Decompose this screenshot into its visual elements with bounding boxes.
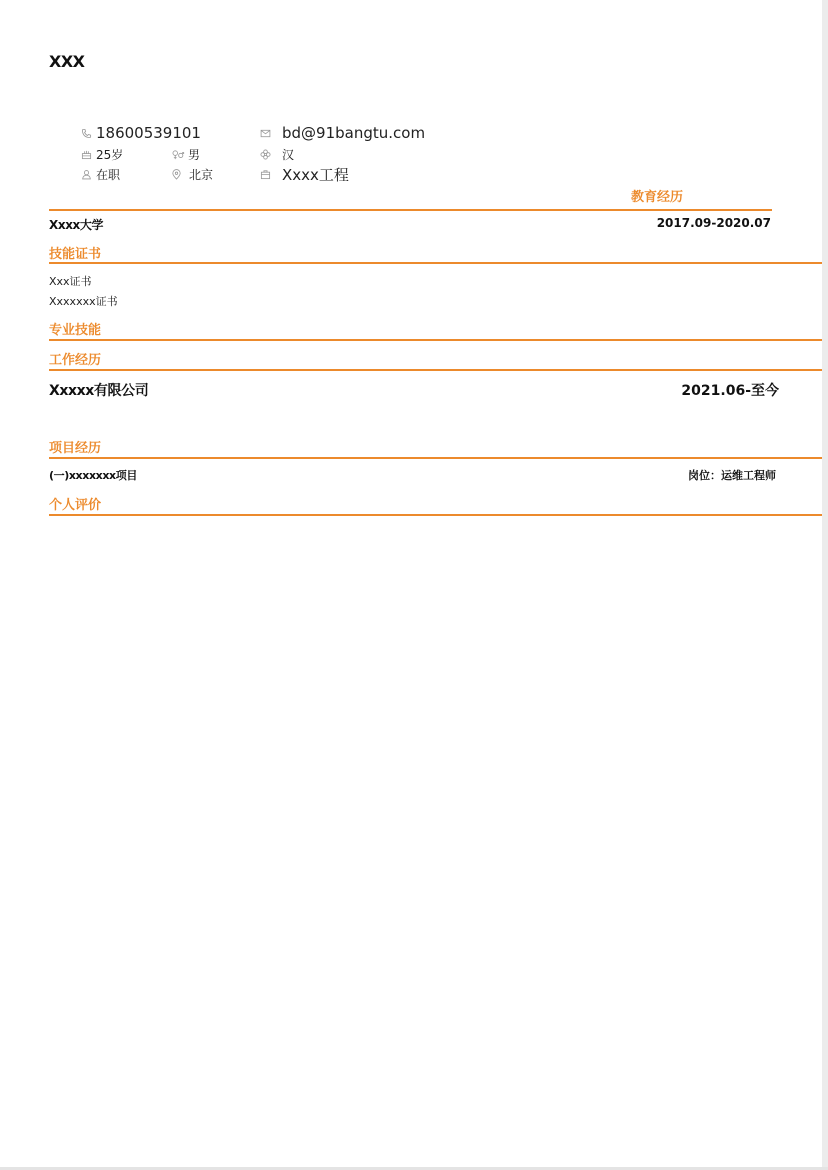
education-period: 2017.09-2020.07 — [656, 216, 771, 230]
email-info — [259, 124, 425, 142]
section-divider-work — [49, 369, 822, 371]
status-value: 在职 — [96, 168, 121, 182]
age-info — [80, 146, 123, 163]
section-title-evaluation: 个人评价 — [49, 498, 102, 513]
gender-value: 男 — [188, 148, 201, 162]
location-pin-icon — [170, 168, 183, 181]
cake-icon — [80, 148, 93, 161]
person-icon — [80, 168, 93, 181]
phone-info — [80, 124, 201, 142]
section-divider-certificates — [49, 262, 822, 264]
gender-info — [170, 146, 200, 163]
email-address: bd@91bangtu.com — [282, 124, 426, 142]
phone-number: 18600539101 — [96, 124, 201, 142]
section-title-work: 工作经历 — [49, 353, 102, 368]
project-name: (一)xxxxxxx项目 — [49, 469, 137, 482]
mail-icon — [259, 127, 272, 140]
section-title-certificates: 技能证书 — [49, 247, 102, 262]
city-value: 北京 — [189, 168, 214, 182]
section-divider-projects — [49, 457, 822, 459]
certificate-item: Xxxxxxx证书 — [49, 295, 118, 308]
page-edge-right — [822, 0, 828, 1170]
briefcase-icon — [259, 168, 272, 181]
ethnicity-info — [259, 146, 294, 163]
candidate-name: XXX — [49, 52, 85, 71]
project-role: 岗位：运维工程师 — [688, 469, 776, 482]
work-company: Xxxxx有限公司 — [49, 383, 149, 399]
education-school: Xxxx大学 — [49, 218, 104, 232]
section-title-projects: 项目经历 — [49, 441, 102, 456]
section-title-skills: 专业技能 — [49, 323, 102, 338]
status-info — [80, 166, 120, 183]
phone-icon — [80, 127, 93, 140]
section-title-education: 教育经历 — [631, 190, 684, 205]
flower-icon — [259, 148, 272, 161]
job-value: Xxxx工程 — [282, 166, 349, 184]
gender-icon — [170, 148, 185, 161]
job-info — [259, 164, 349, 185]
ethnicity-value: 汉 — [282, 148, 295, 162]
work-period: 2021.06-至今 — [681, 383, 779, 399]
section-divider-evaluation — [49, 514, 822, 516]
age-value: 25岁 — [96, 148, 124, 162]
city-info — [170, 166, 213, 183]
certificate-item: Xxx证书 — [49, 275, 92, 288]
section-divider-education — [49, 209, 772, 211]
section-divider-skills — [49, 339, 822, 341]
